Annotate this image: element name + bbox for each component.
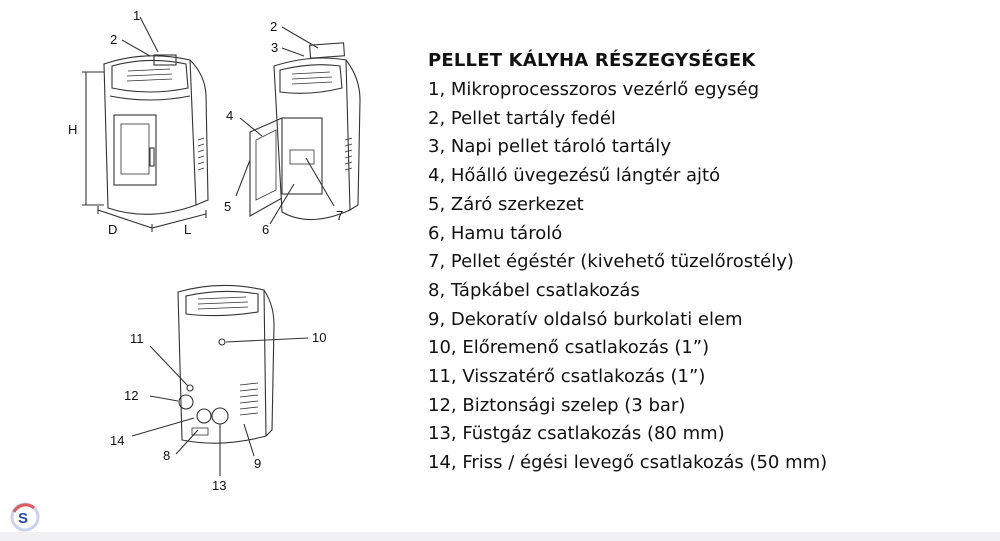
label-3: 3 <box>271 40 279 55</box>
label-13: 13 <box>212 478 227 493</box>
legend-item: 13, Füstgáz csatlakozás (80 mm) <box>428 423 725 445</box>
legend-title: PELLET KÁLYHA RÉSZEGYSÉGEK <box>428 50 756 71</box>
legend-list <box>428 76 827 478</box>
label-14: 14 <box>110 433 125 448</box>
legend-item: 5, Záró szerkezet <box>428 193 584 215</box>
parts-legend <box>428 48 827 478</box>
stove-diagram <box>0 0 420 541</box>
brand-logo-icon <box>8 500 42 534</box>
label-6: 6 <box>262 222 270 237</box>
label-2-open: 2 <box>270 19 278 34</box>
front-stove <box>82 17 208 232</box>
label-d: D <box>108 222 118 237</box>
label-12: 12 <box>124 388 139 403</box>
label-7: 7 <box>336 208 344 223</box>
firebox-opening <box>282 118 322 194</box>
label-1-front: 1 <box>133 8 141 23</box>
flue-connection <box>212 408 228 424</box>
legend-item: 2, Pellet tartály fedél <box>428 107 616 129</box>
legend-item: 9, Dekoratív oldalsó burkolati elem <box>428 308 743 330</box>
legend-item: 12, Biztonsági szelep (3 bar) <box>428 394 686 416</box>
flow-connection <box>219 339 225 345</box>
legend-item: 3, Napi pellet tároló tartály <box>428 136 671 158</box>
legend-item: 6, Hamu tároló <box>428 222 563 244</box>
legend-item: 8, Tápkábel csatlakozás <box>428 279 640 301</box>
label-l: L <box>184 222 192 237</box>
label-4: 4 <box>226 108 234 123</box>
legend-item: 14, Friss / égési levegő csatlakozás (50 mm) <box>428 452 828 474</box>
legend-item: 1, Mikroprocesszoros vezérlő egység <box>428 79 760 100</box>
open-stove <box>236 27 360 224</box>
label-10: 10 <box>312 330 327 345</box>
pellet-lid <box>310 43 345 58</box>
label-11: 11 <box>130 331 144 346</box>
label-5: 5 <box>224 199 232 214</box>
label-2-front: 2 <box>110 32 118 47</box>
label-8: 8 <box>163 448 171 463</box>
legend-item: 7, Pellet égéstér (kivehető tüzelőrostély) <box>428 251 794 273</box>
label-9: 9 <box>254 456 262 471</box>
rear-stove <box>132 285 308 476</box>
legend-item: 4, Hőálló üvegezésű lángtér ajtó <box>428 165 721 187</box>
legend-item: 10, Előremenő csatlakozás (1”) <box>428 337 710 359</box>
label-h: H <box>68 122 78 137</box>
svg-text:S: S <box>18 510 29 527</box>
legend-item: 11, Visszatérő csatlakozás (1”) <box>428 366 706 388</box>
